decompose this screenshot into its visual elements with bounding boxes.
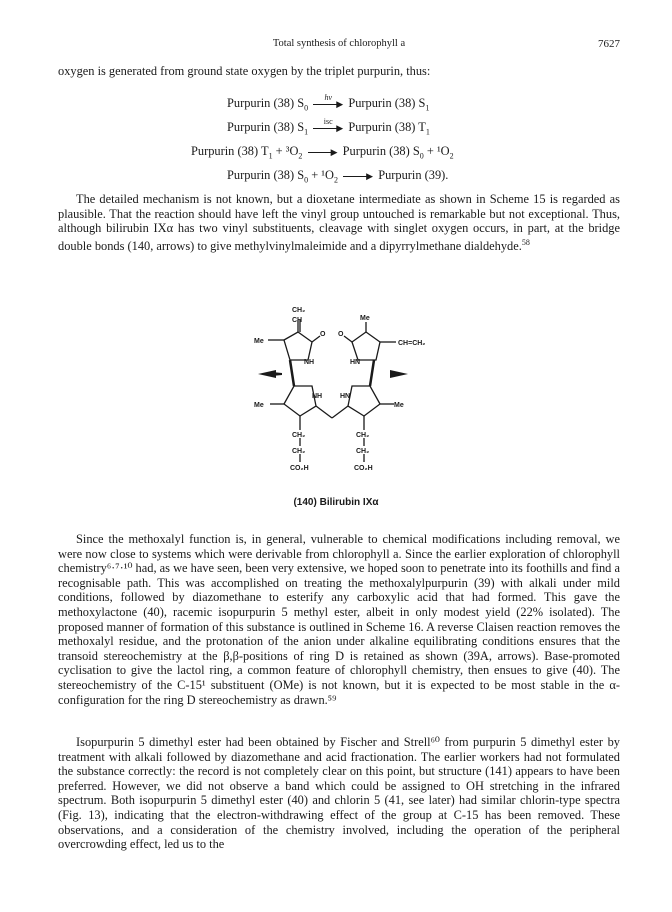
label-me-lower-right: Me — [394, 402, 404, 409]
label-o-right: O — [338, 331, 344, 338]
equation-right: Purpurin (38) S — [342, 144, 420, 158]
equation-left: Purpurin (38) S — [227, 120, 305, 134]
equation-left: Purpurin (38) S — [227, 168, 305, 182]
equation-right-plus-sub: 2 — [449, 151, 454, 161]
equation-left-sub: 0 — [304, 175, 309, 185]
equation-left: Purpurin (38) S — [227, 96, 305, 110]
equation-left-plus-sub: 2 — [298, 151, 303, 161]
label-co2h-right: CO₂H — [354, 465, 373, 472]
label-ch-top: CH — [292, 317, 303, 324]
equation-3: Purpurin (38) $T_1 + ^3O_2$ ▶ Purpurin (38) $S_0 + ^1O_2$ — [191, 144, 454, 161]
equation-left-sub: 0 — [304, 103, 309, 113]
label-vinyl: CH=CH₂ — [398, 340, 426, 347]
arrow-label: hν — [324, 93, 332, 103]
label-me-left: Me — [254, 338, 264, 345]
label-ch2-d: CH₂ — [356, 448, 370, 455]
caption-number: (140) — [293, 497, 317, 508]
label-me-top: Me — [360, 315, 370, 322]
equation-right-plus: + ¹O — [426, 144, 450, 158]
cleavage-arrows — [258, 370, 408, 378]
paragraph-3: Isopurpurin 5 dimethyl ester had been obtained by Fischer and Strell⁶⁰ from purpurin 5 dimethyl ester by treatment with alkali followed by diazomethane and acid fractionation. The earlier workers had not formulated the substance correctly: the record is not completely clear on this point, but structure (141) appears to have been preferred. However, we did not observe a band which could be assigned to OH stretching in the infrared spectrum. Both isopurpurin 5 dimethyl ester (40) and chlorin 5 (41, see later) had similar chlorin-type spectra (Fig. 13), indicating that the electron-withdrawing effect of the group at C-15 has been removed. These observations, and a consideration of the chemistry involved, including the operation of the peripheral overcrowding effect, led us to the — [58, 735, 620, 852]
equation-left-sub: 1 — [268, 151, 273, 161]
equation-1: Purpurin (38) $S_0$ hν ▶ Purpurin (38) $S_1$ — [227, 93, 430, 113]
label-ch2-c: CH₂ — [356, 432, 370, 439]
paragraph-1-text: The detailed mechanism is not known, but a dioxetane intermediate as shown in Scheme 15 is regarded as plausible. That the reaction should have left the vinyl group untouched is remarkable but not exceptional. Thus, although bilirubin IXα has two vinyl substituents, cleavage with singlet oxygen occurs, in part, at the bridge double bonds (140, arrows) to give methylvinylmaleimide and a dipyrrylmethane dialdehyde. — [58, 192, 620, 253]
page-number: 7627 — [598, 38, 620, 50]
label-nh-lower-left: NH — [312, 393, 323, 400]
label-hn-lower-right: HN — [340, 393, 351, 400]
equation-left-sub: 1 — [304, 127, 309, 137]
label-hn-right: HN — [350, 359, 361, 366]
running-title: Total synthesis of chlorophyll a — [272, 38, 406, 49]
equation-left: Purpurin (38) T — [191, 144, 269, 158]
equation-right-sub: 1 — [425, 127, 430, 137]
label-o-left: O — [320, 331, 326, 338]
equation-left-plus: + ¹O — [311, 168, 334, 182]
arrow-label: isc — [323, 117, 333, 127]
intro-line: oxygen is generated from ground state oxygen by the triplet purpurin, thus: — [58, 64, 431, 78]
caption-name: Bilirubin IXα — [319, 497, 379, 508]
equation-left-plus: + ³O — [275, 144, 299, 158]
label-ch2-top: CH₂ — [292, 307, 306, 314]
citation-58: 58 — [521, 237, 530, 247]
bilirubin-structure — [228, 300, 460, 500]
equation-right: Purpurin (38) S — [348, 96, 426, 110]
equation-right: Purpurin (39). — [378, 168, 449, 182]
equation-right: Purpurin (38) T — [348, 120, 426, 134]
equation-left-plus-sub: 2 — [333, 175, 338, 185]
equation-2: Purpurin (38) $S_1$ isc ▶ Purpurin (38) $T_1$ — [227, 117, 430, 137]
equation-4: Purpurin (38) $S_0 + ^1O_2$ ▶ Purpurin (39). — [227, 168, 449, 185]
label-ch2-b: CH₂ — [292, 448, 306, 455]
equation-right-sub: 0 — [419, 151, 424, 161]
structure-caption — [0, 497, 672, 508]
label-ch2-a: CH₂ — [292, 432, 306, 439]
paragraph-1 — [58, 192, 620, 254]
label-me-lower-left: Me — [254, 402, 264, 409]
paragraph-2: Since the methoxalyl function is, in general, vulnerable to chemical modifications including removal, we were now close to systems which were derivable from chlorophyll a. Since the earlier exploration of chlorophyll chemistry⁶·⁷·¹⁰ had, as we have seen, been very extensive, we hoped soon to penetrate into its foothills and find a recognisable path. This was accomplished on treating the methoxalylpurpurin (39) with alkali under mild conditions, followed by diazomethane to esterify any carboxylic acid that had formed. This gave the methoxylactone (40), racemic isopurpurin 5 methyl ester, albeit in only modest yield (22% isolated). The proposed manner of formation of this substance is outlined in Scheme 16. A reverse Claisen reaction removes the methoxalyl residue, and the protonation of the anion under alkaline equilibrating conditions ensures that the transoid stereochemistry at the β,β-positions of ring D is retained as shown (39A, arrows). Base-promoted cyclisation to give the lactol ring, a common feature of chlorophyll chemistry, then ensues to give (40). The stereochemistry of the C-15¹ substituent (OMe) is not known, but it is expected to be most stable in the α-configuration for the ring D stereochemistry as drawn.⁵⁹ — [58, 532, 620, 707]
label-nh-left: NH — [304, 359, 315, 366]
equation-right-sub: 1 — [425, 103, 430, 113]
label-co2h-left: CO₂H — [290, 465, 309, 472]
